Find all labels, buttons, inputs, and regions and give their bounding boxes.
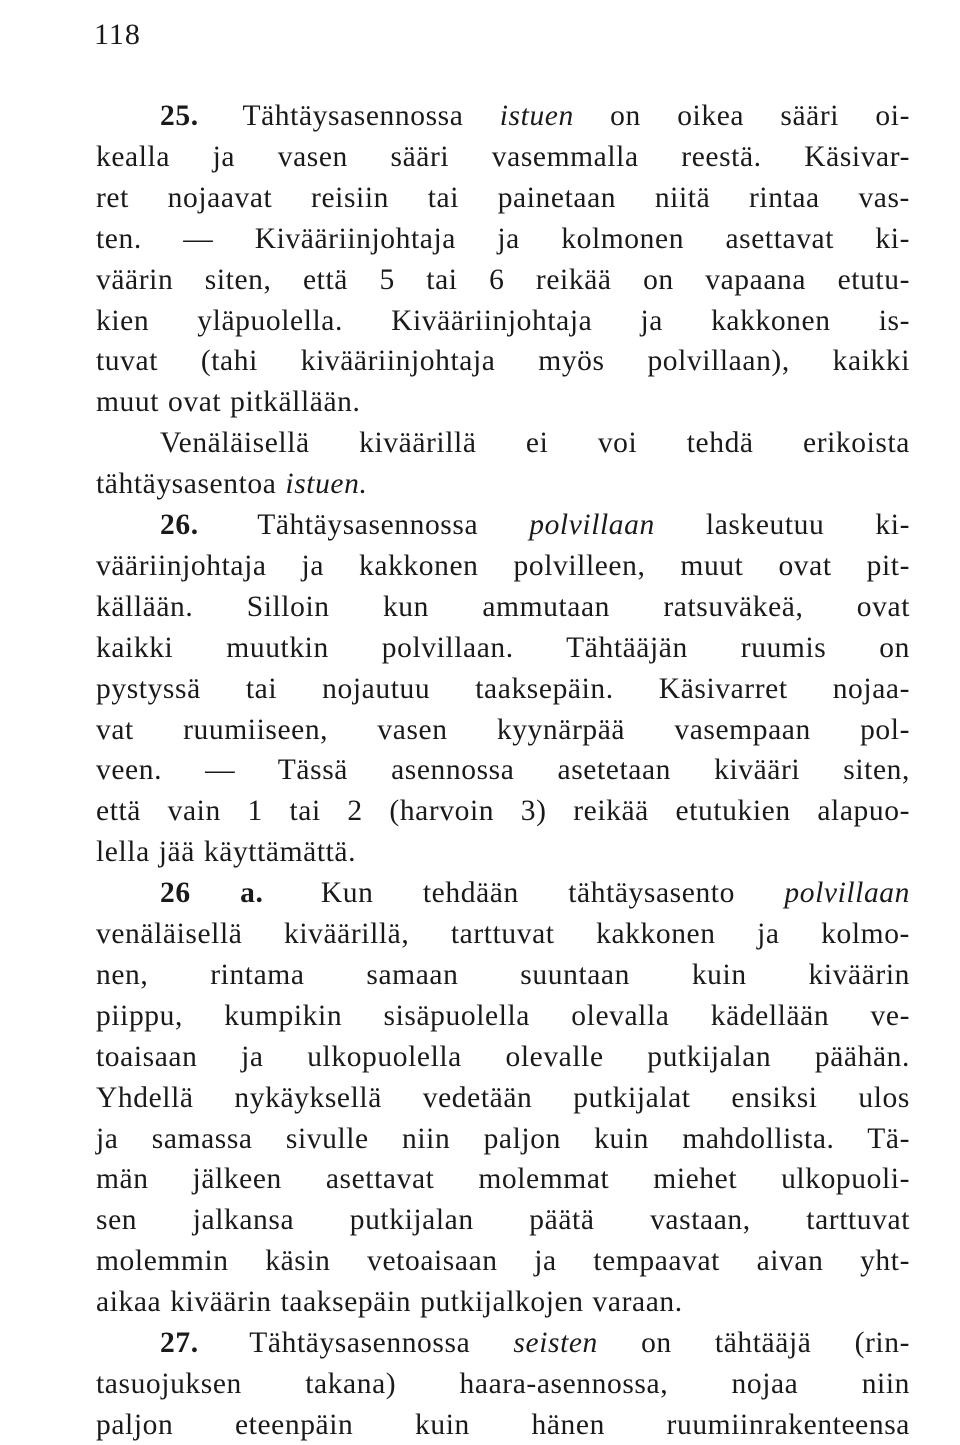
italic-term: istuen <box>499 100 574 132</box>
text-line <box>96 750 910 790</box>
text-line <box>96 669 910 709</box>
text-line <box>160 1323 910 1363</box>
text-run: nen, rintama samaan suuntaan kuin kiväärin <box>96 958 910 991</box>
text-line <box>96 178 910 218</box>
paragraph-number: 25. <box>160 100 199 132</box>
paragraph-number: 27. <box>160 1327 199 1359</box>
italic-term: istuen. <box>285 468 368 501</box>
text-line <box>96 1119 910 1159</box>
text-line <box>96 137 910 177</box>
text-line <box>96 955 910 995</box>
text-run: väärin siten, että 5 tai 6 reikää on vapaana etutu- <box>96 263 910 296</box>
text-run: laskeutuu ki- <box>654 509 910 541</box>
text-run: vat ruumiiseen, vasen kyynärpää vasempaan pol- <box>96 713 910 746</box>
text-run: aikaa kiväärin taaksepäin putkijalkojen varaan. <box>96 1286 683 1319</box>
text-run: tasuojuksen takana) haara-asennossa, nojaa niin <box>96 1367 910 1400</box>
text-line <box>160 505 910 545</box>
text-run: Yhdellä nykäyksellä vedetään putkijalat ensiksi ulos <box>96 1081 910 1114</box>
text-line <box>96 260 910 300</box>
text-line <box>96 341 910 381</box>
text-run: män jälkeen asettavat molemmat miehet ulkopuoli- <box>96 1163 910 1196</box>
text-line <box>96 301 910 341</box>
text-run: veen. — Tässä asennossa asetetaan kivääri siten, <box>96 754 910 787</box>
text-run: vääriinjohtaja ja kakkonen polvilleen, muut ovat pit- <box>96 549 910 582</box>
text-line <box>96 1364 910 1404</box>
text-line <box>160 423 910 463</box>
text-run: Tähtäysasennossa <box>206 509 530 541</box>
text-run: sen jalkansa putkijalan päätä vastaan, tarttuvat <box>96 1204 910 1237</box>
text-line <box>96 1282 910 1322</box>
text-run: kaikki muutkin polvillaan. Tähtääjän ruumis on <box>96 631 910 664</box>
paragraph-number: 26 a. <box>160 877 264 910</box>
text-run: pystyssä tai nojautuu taaksepäin. Käsivarret nojaa- <box>96 672 910 705</box>
italic-term: polvillaan <box>529 509 655 541</box>
text-run: paljon eteenpäin kuin hänen ruumiinrakenteensa <box>96 1408 910 1441</box>
text-run: toaisaan ja ulkopuolella olevalle putkijalan päähän. <box>96 1040 910 1073</box>
text-run: Tähtäysasennossa <box>206 1327 514 1359</box>
text-line <box>96 1241 910 1281</box>
text-run: Venäläisellä kiväärillä ei voi tehdä erikoista <box>160 427 910 460</box>
text-line <box>96 1037 910 1077</box>
text-run: piippu, kumpikin sisäpuolella olevalla kädellään ve- <box>96 999 910 1032</box>
text-line <box>96 1405 910 1445</box>
text-run: on tähtääjä (rin- <box>597 1327 911 1359</box>
text-line <box>160 873 910 913</box>
text-run: tähtäysasentoa <box>96 468 286 501</box>
text-run: kien yläpuolella. Kivääriinjohtaja ja kakkonen is- <box>96 304 910 337</box>
text-run: ret nojaavat reisiin tai painetaan niitä rintaa vas- <box>96 181 910 214</box>
text-line <box>160 96 910 136</box>
text-line <box>96 219 910 259</box>
text-run: molemmin käsin vetoaisaan ja tempaavat aivan yht- <box>96 1245 910 1278</box>
italic-term: seisten <box>513 1327 598 1359</box>
text-run: venäläisellä kiväärillä, tarttuvat kakkonen ja kolmo- <box>96 918 910 950</box>
text-line <box>96 464 910 504</box>
text-run: tuvat (tahi kivääriinjohtaja myös polvillaan), kaikki <box>96 345 910 378</box>
text-line <box>96 832 910 872</box>
page-number: 118 <box>94 18 141 51</box>
text-line <box>96 1159 910 1199</box>
text-run: kealla ja vasen sääri vasemmalla reestä. Käsivar- <box>96 140 910 173</box>
text-line <box>96 1200 910 1240</box>
text-line <box>96 1078 910 1118</box>
text-line <box>96 628 910 668</box>
text-line <box>96 710 910 750</box>
text-line <box>96 791 910 831</box>
text-run: ten. — Kivääriinjohtaja ja kolmonen asettavat ki- <box>96 222 910 255</box>
paragraph-number: 26. <box>160 509 199 541</box>
text-line <box>96 587 910 627</box>
text-line <box>96 914 910 954</box>
text-run: Kun tehdään tähtäysasento <box>271 877 785 910</box>
text-line <box>96 382 910 422</box>
text-run: on oikea sääri oi- <box>573 100 910 132</box>
text-run: ja samassa sivulle niin paljon kuin mahdollista. Tä- <box>96 1122 910 1155</box>
text-run: lella jää käyttämättä. <box>96 836 357 869</box>
text-run: källään. Silloin kun ammutaan ratsuväkeä, ovat <box>96 590 910 623</box>
text-run: Tähtäysasennossa <box>206 100 500 132</box>
text-line <box>96 546 910 586</box>
text-line <box>96 996 910 1036</box>
text-run: muut ovat pitkällään. <box>96 386 361 419</box>
text-run: että vain 1 tai 2 (harvoin 3) reikää etutukien alapuo- <box>96 795 910 828</box>
italic-term: polvillaan <box>784 877 911 910</box>
